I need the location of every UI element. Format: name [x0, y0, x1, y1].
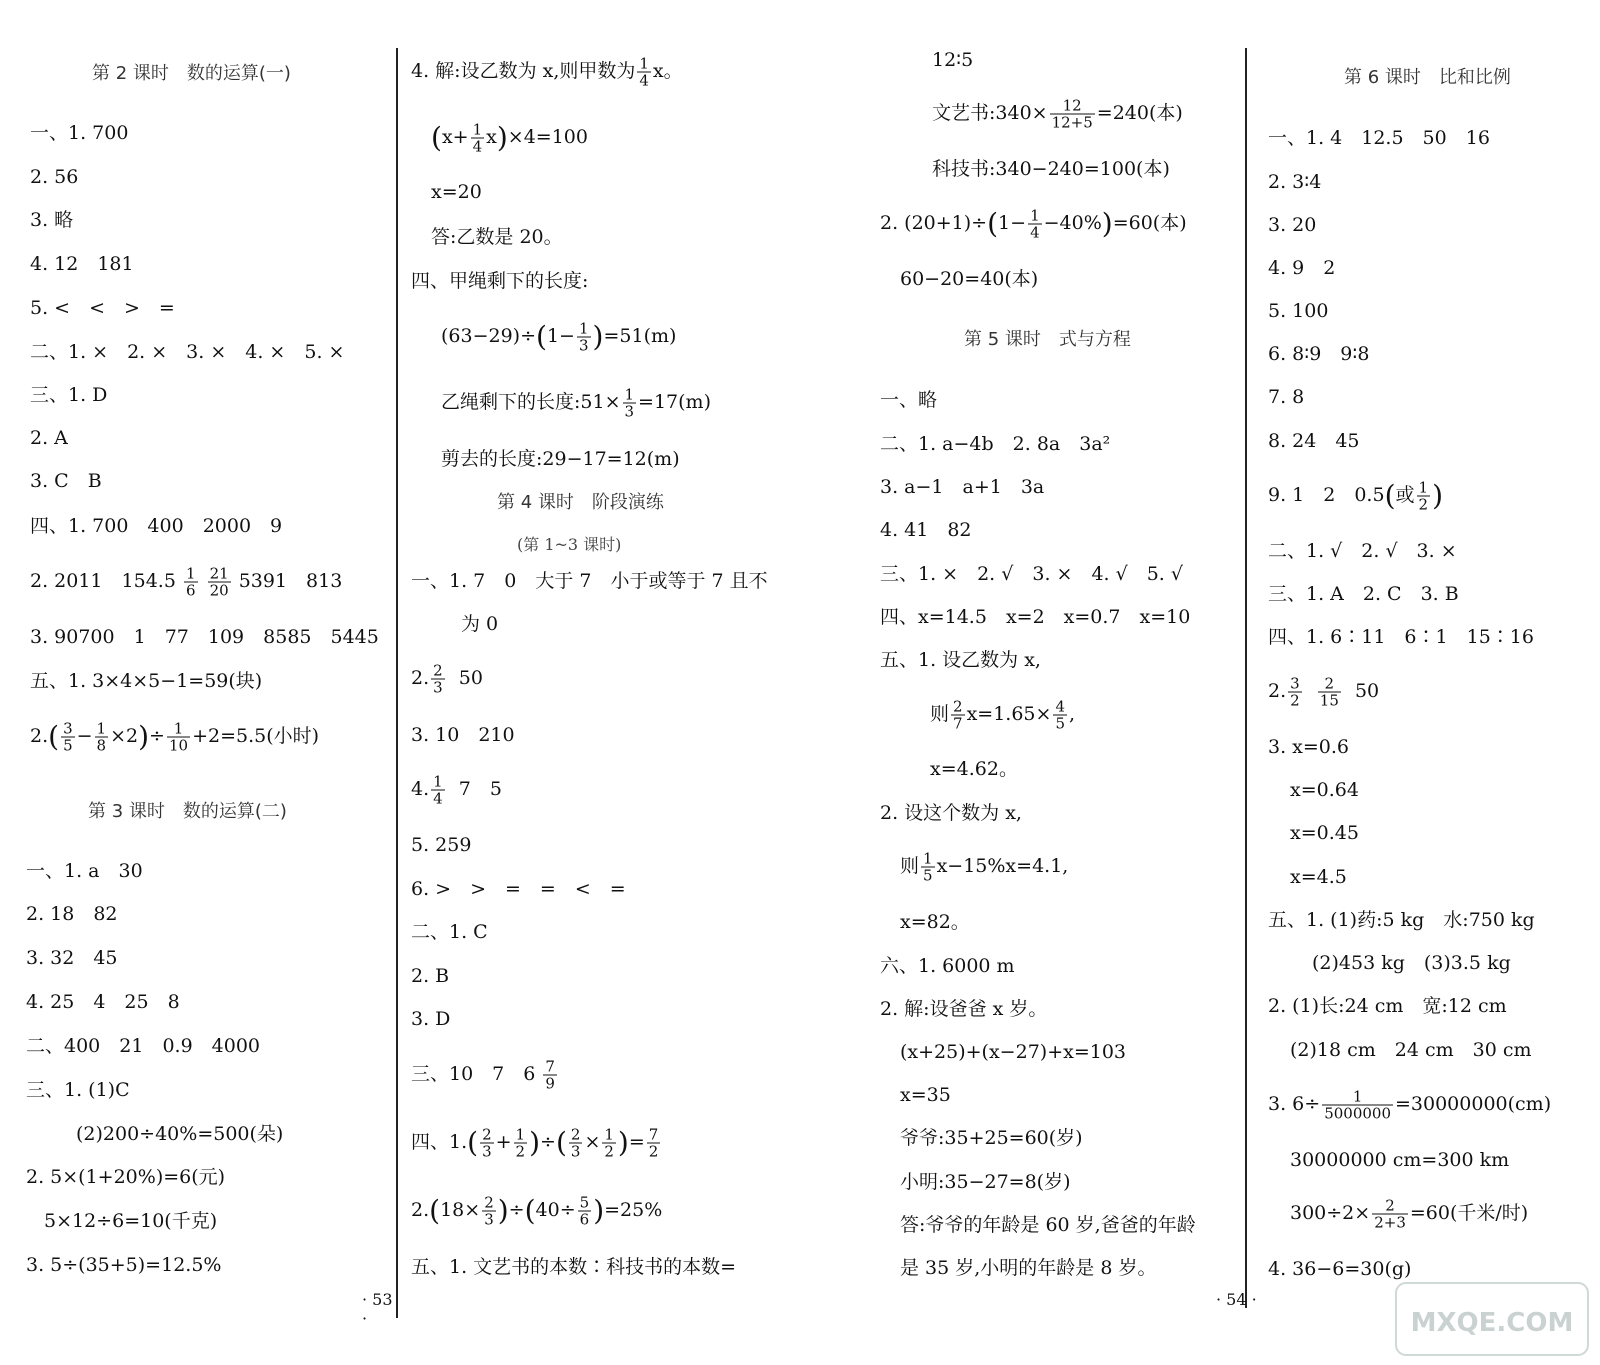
watermark-text: MXQE.COM — [1410, 1308, 1574, 1338]
answer-line: x=0.45 — [1290, 822, 1359, 844]
answer-line: 3. 20 — [1268, 214, 1317, 236]
answer-line: 一、1. 7 0 大于 7 小于或等于 7 且不 — [411, 570, 768, 592]
lesson-6-title: 第 6 课时 比和比例 — [1344, 67, 1511, 88]
answer-line: 一、1. 4 12.5 50 16 — [1268, 127, 1490, 149]
answer-line: 三、10 7 6 $\frac{7}{9}$ — [411, 1057, 555, 1093]
fraction: $\frac{1}{2}$ — [1418, 478, 1429, 514]
fraction: $\frac{2}{15}$ — [1319, 674, 1339, 710]
answer-line: 二、1. × 2. × 3. × 4. × 5. × — [30, 341, 345, 363]
fraction: $\frac{1}{4}$ — [1030, 206, 1040, 242]
answer-line: 小明:35−27=8(岁) — [900, 1171, 1071, 1193]
answer-line: (2)200÷40%=500(朵) — [76, 1123, 284, 1145]
lesson-2-title: 第 2 课时 数的运算(一) — [92, 63, 291, 84]
answer-line: 五、1. 设乙数为 x, — [880, 649, 1041, 671]
answer-line: 一、1. 700 — [30, 122, 129, 144]
answer-line: 60−20=40(本) — [900, 268, 1039, 290]
answer-line: 4. 41 82 — [880, 519, 972, 541]
answer-line: 6. 8∶9 9∶8 — [1268, 343, 1370, 365]
fraction: $\frac{2}{7}$ — [953, 697, 963, 733]
answer-line: 五、1. 文艺书的本数∶科技书的本数= — [411, 1256, 737, 1278]
fraction: $\frac{2}{2+3}$ — [1374, 1196, 1406, 1232]
answer-line: 二、1. √ 2. √ 3. × — [1268, 540, 1457, 562]
fraction: $\frac{1}{2}$ — [515, 1125, 526, 1161]
lesson-4-subtitle: (第 1~3 课时) — [517, 535, 622, 554]
answer-line: 8. 24 45 — [1268, 430, 1360, 452]
column-3 — [880, 0, 1260, 1365]
answer-line: 3. C B — [30, 470, 102, 492]
answer-line: 四、甲绳剩下的长度: — [411, 270, 589, 292]
lesson-4-title: 第 4 课时 阶段演练 — [497, 492, 664, 513]
answer-line: 2.( $\frac{3}{5}$ − $\frac{1}{8}$ ×2)÷ $\frac{1}{10}$ +2=5.5(小时) — [30, 719, 320, 755]
answer-line: 是 35 岁,小明的年龄是 8 岁。 — [900, 1257, 1157, 1279]
answer-line: 二、1. C — [411, 921, 488, 943]
answer-line: 7. 8 — [1268, 386, 1305, 408]
answer-line: 3. x=0.6 — [1268, 736, 1350, 758]
answer-line: 4. 解:设乙数为 x,则甲数为 $\frac{1}{4}$ x。 — [411, 54, 683, 90]
answer-line: 四、1. 6∶11 6∶1 15∶16 — [1268, 626, 1534, 648]
answer-line: 四、1. 700 400 2000 9 — [30, 515, 283, 537]
answer-line: 2. 56 — [30, 166, 79, 188]
fraction: $\frac{1}{8}$ — [96, 719, 107, 755]
answer-line: 二、400 21 0.9 4000 — [26, 1035, 261, 1057]
fraction: $\frac{1}{5000000}$ — [1324, 1087, 1391, 1123]
fraction: $\frac{1}{2}$ — [604, 1125, 614, 1161]
answer-line: (x+25)+(x−27)+x=103 — [900, 1041, 1127, 1063]
answer-line: 2. 设这个数为 x, — [880, 802, 1022, 824]
answer-line: x=0.64 — [1290, 779, 1359, 801]
answer-line: 五、1. (1)药:5 kg 水:750 kg — [1268, 909, 1535, 931]
answer-line: x=4.5 — [1290, 866, 1347, 888]
answer-line: 3. 5÷(35+5)=12.5% — [26, 1254, 222, 1276]
answer-line: 2. $\frac{3}{2}$ $\frac{2}{15}$ 50 — [1268, 674, 1380, 710]
answer-line: 3. 32 45 — [26, 947, 118, 969]
answer-line: 为 0 — [461, 613, 499, 635]
answer-line: 答:爷爷的年龄是 60 岁,爸爸的年龄 — [900, 1214, 1196, 1236]
fraction: $\frac{5}{6}$ — [579, 1193, 590, 1229]
answer-line: 3. 10 210 — [411, 724, 515, 746]
answer-line: 12∶5 — [932, 49, 974, 71]
answer-line: 3. a−1 a+1 3a — [880, 476, 1045, 498]
answer-line: (63−29)÷(1− $\frac{1}{3}$ )=51(m) — [441, 319, 677, 355]
answer-line: 2. B — [411, 965, 450, 987]
answer-line: 三、1. (1)C — [26, 1079, 130, 1101]
answer-line: 文艺书:340× $\frac{12}{12+5}$ =240(本) — [932, 96, 1183, 132]
fraction: $\frac{1}{4}$ — [639, 54, 649, 90]
fraction: $\frac{1}{4}$ — [472, 120, 483, 156]
answer-line: 4. 12 181 — [30, 253, 134, 275]
answer-line: 爷爷:35+25=60(岁) — [900, 1127, 1083, 1149]
fraction: $\frac{2}{3}$ — [484, 1193, 494, 1229]
answer-line: 五、1. 3×4×5−1=59(块) — [30, 670, 263, 692]
answer-line: 2. $\frac{2}{3}$ 50 — [411, 661, 483, 697]
answer-line: 四、1.( $\frac{2}{3}$ + $\frac{1}{2}$ )÷( $\frac{2}{3}$ × $\frac{1}{2}$ )= $\frac{7}{2}$ — [411, 1125, 659, 1161]
page-number-right: · 54 · — [1216, 1290, 1257, 1309]
fraction: $\frac{2}{3}$ — [570, 1125, 581, 1161]
answer-line: 2. 2011 154.5 $\frac{1}{6}$ $\frac{21}{20}$ 5391 813 — [30, 564, 343, 600]
answer-line: 2. 解:设爸爸 x 岁。 — [880, 998, 1048, 1020]
column-4 — [1216, 0, 1600, 1365]
fraction: $\frac{7}{2}$ — [648, 1125, 659, 1161]
fraction: $\frac{21}{20}$ — [209, 564, 229, 600]
answer-line: 2. 18 82 — [26, 903, 118, 925]
answer-line: 6. > > = = < = — [411, 878, 626, 900]
lesson-3-title: 第 3 课时 数的运算(二) — [88, 801, 287, 822]
fraction: $\frac{4}{5}$ — [1055, 697, 1065, 733]
answer-line: (2)453 kg (3)3.5 kg — [1312, 952, 1511, 974]
answer-line: 4. 25 4 25 8 — [26, 991, 180, 1013]
answer-line: 三、1. × 2. √ 3. × 4. √ 5. √ — [880, 563, 1183, 585]
answer-line: 三、1. D — [30, 384, 108, 406]
fraction: $\frac{3}{2}$ — [1290, 674, 1300, 710]
answer-line: 2. (20+1)÷(1− $\frac{1}{4}$ −40%)=60(本) — [880, 206, 1187, 242]
fraction: $\frac{1}{3}$ — [624, 385, 635, 421]
column-1 — [0, 0, 395, 1365]
answer-line: 5. 259 — [411, 834, 472, 856]
answer-line: 4. 9 2 — [1268, 257, 1336, 279]
answer-line: 300÷2× $\frac{2}{2+3}$ =60(千米/时) — [1290, 1196, 1529, 1232]
answer-line: 3. 90700 1 77 109 8585 5445 — [30, 626, 379, 648]
answer-line: 3. 6÷ $\frac{1}{5000000}$ =30000000(cm) — [1268, 1087, 1552, 1123]
column-2 — [405, 0, 815, 1365]
fraction: $\frac{7}{9}$ — [545, 1057, 555, 1093]
fraction: $\frac{1}{10}$ — [168, 719, 189, 755]
answer-line: 剪去的长度:29−17=12(m) — [441, 448, 680, 470]
watermark-logo — [1392, 1279, 1592, 1359]
answer-line: 2. 5×(1+20%)=6(元) — [26, 1166, 226, 1188]
answer-line: 一、1. a 30 — [26, 860, 143, 882]
answer-line: 2. A — [30, 427, 68, 449]
fraction: $\frac{12}{12+5}$ — [1051, 96, 1093, 132]
answer-line: 9. 1 2 0.5(或 $\frac{1}{2}$ ) — [1268, 478, 1443, 514]
fraction: $\frac{1}{5}$ — [923, 849, 933, 885]
answer-line: x=4.62。 — [930, 758, 1018, 780]
fraction: $\frac{1}{6}$ — [185, 564, 196, 600]
answer-line: 2. 3∶4 — [1268, 171, 1322, 193]
answer-line: 5×12÷6=10(千克) — [44, 1210, 218, 1232]
answer-line: 四、x=14.5 x=2 x=0.7 x=10 — [880, 606, 1191, 628]
answer-line: 答:乙数是 20。 — [431, 226, 563, 248]
answer-line: 4. $\frac{1}{4}$ 7 5 — [411, 772, 502, 808]
answer-line: 2.(18× $\frac{2}{3}$ )÷(40÷ $\frac{5}{6}$ )=25% — [411, 1193, 663, 1229]
answer-line: 六、1. 6000 m — [880, 955, 1015, 977]
answer-line: 3. D — [411, 1008, 451, 1030]
fraction: $\frac{1}{3}$ — [578, 319, 589, 355]
answer-line: 3. 略 — [30, 209, 74, 231]
fraction: $\frac{2}{3}$ — [433, 661, 443, 697]
answer-line: (x+ $\frac{1}{4}$ x)×4=100 — [431, 120, 588, 156]
answer-line: 2. (1)长:24 cm 宽:12 cm — [1268, 995, 1507, 1017]
answer-line: x=20 — [431, 181, 482, 203]
answer-line: 科技书:340−240=100(本) — [932, 158, 1170, 180]
answer-line: 三、1. A 2. C 3. B — [1268, 583, 1459, 605]
answer-line: 乙绳剩下的长度:51× $\frac{1}{3}$ =17(m) — [441, 385, 711, 421]
column-divider-left — [396, 48, 398, 1318]
answer-line: 5. < < > = — [30, 297, 175, 319]
answer-line: 4. 36−6=30(g) — [1268, 1258, 1412, 1280]
lesson-5-title: 第 5 课时 式与方程 — [964, 329, 1131, 350]
answer-line: 则 $\frac{2}{7}$ x=1.65× $\frac{4}{5}$ , — [930, 697, 1076, 733]
answer-line: 则 $\frac{1}{5}$ x−15%x=4.1, — [900, 849, 1069, 885]
answer-line: 一、略 — [880, 389, 938, 411]
answer-line: (2)18 cm 24 cm 30 cm — [1290, 1039, 1532, 1061]
answer-line: x=82。 — [900, 911, 970, 933]
fraction: $\frac{3}{5}$ — [63, 719, 73, 755]
fraction: $\frac{1}{4}$ — [433, 772, 443, 808]
answer-line: 二、1. a−4b 2. 8a 3a² — [880, 433, 1111, 455]
answer-line: x=35 — [900, 1084, 951, 1106]
answer-line: 5. 100 — [1268, 300, 1329, 322]
page-number-left: · 53 · — [362, 1290, 393, 1328]
fraction: $\frac{2}{3}$ — [482, 1125, 492, 1161]
answer-line: 30000000 cm=300 km — [1290, 1149, 1510, 1171]
